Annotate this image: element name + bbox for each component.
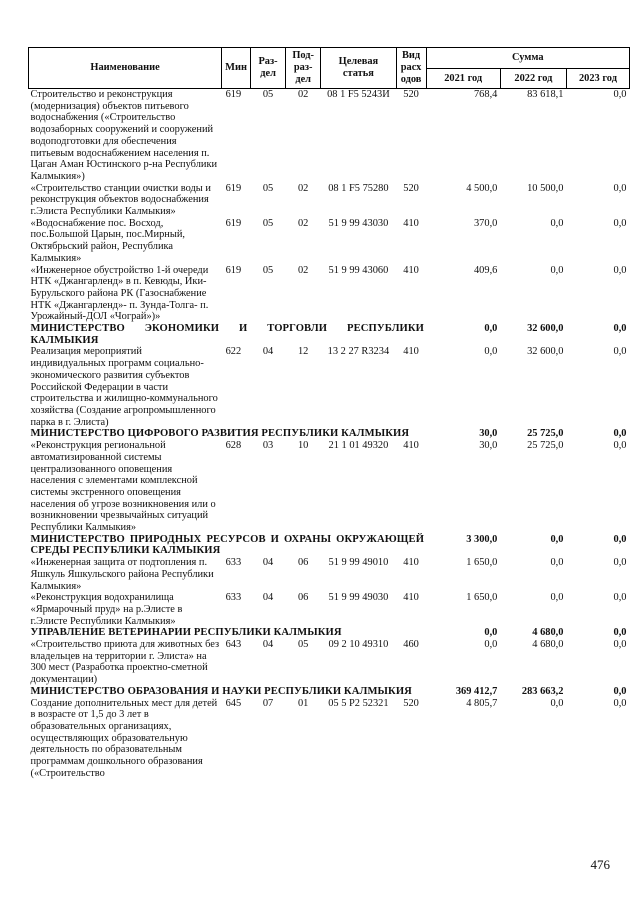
row-razdel: 05 (262, 182, 274, 194)
header-razdel: Раз- дел (251, 48, 286, 89)
row-razdel: 04 (262, 346, 274, 358)
header-podrazdel: Под- раз- дел (286, 48, 321, 89)
section-sum-2023: 0,0 (613, 627, 627, 639)
row-sum-2023: 0,0 (613, 440, 627, 452)
row-sum-2022: 0,0 (550, 557, 564, 569)
row-razdel: 04 (262, 557, 274, 569)
row-name: «Строительство приюта для животных без владельцев на территории г. Элиста» на 300 мест (Разработка проектно-сметной документации) (30, 639, 220, 686)
section-name: УПРАВЛЕНИЕ ВЕТЕРИНАРИИ РЕСПУБЛИКИ КАЛМЫКИЯ (30, 627, 342, 639)
header-year-2022: 2022 год (500, 69, 566, 89)
section-row (29, 627, 630, 639)
section-row (29, 686, 630, 698)
row-podrazdel: 02 (297, 264, 309, 276)
row-min: 633 (225, 557, 242, 569)
row-sum-2021: 1 650,0 (466, 557, 498, 569)
table-row (29, 557, 630, 592)
row-sum-2021: 409,6 (473, 264, 498, 276)
table-row (29, 89, 630, 183)
section-sum-2021: 0,0 (484, 627, 498, 639)
row-min: 628 (225, 440, 242, 452)
row-sum-2021: 0,0 (484, 346, 498, 358)
row-razdel: 07 (262, 697, 274, 709)
section-sum-2021: 3 300,0 (466, 533, 498, 545)
section-sum-2023: 0,0 (613, 428, 627, 440)
row-name: «Инженерное обустройство 1-й очереди НТК «Джангарленд» в п. Кевюды, Ики-Бурульского района РК (Газоснабжение НТК «Джангарленд»- п. Зунда-Толга- п. Урожайный-ДОЛ «Чограй»)» (30, 264, 209, 323)
header-year-2021: 2021 год (426, 69, 500, 89)
header-name: Наименование (29, 48, 222, 89)
section-row (29, 428, 630, 440)
row-sum-2022: 0,0 (550, 697, 564, 709)
row-target-article: 08 1 F5 75280 (328, 182, 389, 194)
row-sum-2023: 0,0 (613, 592, 627, 604)
row-min: 619 (225, 89, 242, 100)
table-row (29, 639, 630, 686)
section-name: МИНИСТЕРСТВО ЦИФРОВОГО РАЗВИТИЯ РЕСПУБЛИКИ КАЛМЫКИЯ (30, 428, 410, 440)
row-sum-2022: 4 680,0 (532, 639, 564, 651)
header-min: Мин (222, 48, 251, 89)
row-razdel: 04 (262, 592, 274, 604)
row-podrazdel: 06 (297, 557, 309, 569)
row-sum-2023: 0,0 (613, 182, 627, 194)
section-name: МИНИСТЕРСТВО ПРИРОДНЫХ РЕСУРСОВ И ОХРАНЫ ОКРУЖАЮЩЕЙ СРЕДЫ РЕСПУБЛИКИ КАЛМЫКИЯ (30, 533, 425, 557)
row-min: 619 (225, 217, 242, 229)
row-sum-2021: 370,0 (473, 217, 498, 229)
row-min: 643 (225, 639, 242, 651)
header-target-article: Целевая статья (321, 48, 396, 89)
row-expense-type: 410 (403, 557, 419, 569)
row-expense-type: 410 (403, 440, 419, 452)
row-sum-2023: 0,0 (613, 639, 627, 651)
row-min: 619 (225, 182, 242, 194)
row-sum-2023: 0,0 (613, 557, 627, 569)
row-sum-2022: 83 618,1 (527, 89, 564, 100)
budget-table-sheet (28, 47, 630, 779)
row-razdel: 05 (262, 89, 274, 100)
row-expense-type: 410 (403, 346, 419, 358)
table-row (29, 592, 630, 627)
row-sum-2021: 1 650,0 (466, 592, 498, 604)
row-expense-type: 410 (403, 592, 419, 604)
row-sum-2021: 0,0 (484, 639, 498, 651)
row-name: «Строительство станции очистки воды и реконструкция объектов водоснабжения г.Элиста Республики Калмыкия» (30, 182, 211, 218)
section-sum-2022: 4 680,0 (532, 627, 564, 639)
section-sum-2023: 0,0 (613, 685, 627, 697)
row-target-article: 09 2 10 49310 (328, 639, 389, 651)
section-sum-2021: 369 412,7 (455, 685, 498, 697)
row-target-article: 51 9 99 43030 (328, 217, 389, 229)
row-sum-2022: 0,0 (550, 217, 564, 229)
table-row (29, 346, 630, 428)
row-podrazdel: 06 (297, 592, 309, 604)
header-year-2023: 2023 год (566, 69, 629, 89)
row-expense-type: 520 (403, 697, 419, 709)
row-min: 645 (225, 697, 242, 709)
section-sum-2022: 0,0 (550, 533, 564, 545)
row-target-article: 21 1 01 49320 (328, 440, 389, 452)
row-target-article: 51 9 99 49030 (328, 592, 389, 604)
table-row (29, 698, 630, 780)
section-row (29, 323, 630, 346)
row-name: «Водоснабжение пос. Восход, пос.Большой Царын, пос.Мирный, Октябрьский район, Республика Калмыкия» (30, 217, 185, 264)
row-razdel: 05 (262, 264, 274, 276)
row-sum-2022: 32 600,0 (527, 346, 564, 358)
row-podrazdel: 12 (297, 346, 309, 358)
row-sum-2021: 4 805,7 (466, 697, 498, 709)
row-sum-2021: 4 500,0 (466, 182, 498, 194)
table-row (29, 265, 630, 324)
row-name: «Инженерная защита от подтопления п. Яшкуль Яшкульского района Республики Калмыкия» (30, 557, 214, 592)
row-target-article: 51 9 99 43060 (328, 264, 389, 276)
section-name: МИНИСТЕРСТВО ОБРАЗОВАНИЯ И НАУКИ РЕСПУБЛИКИ КАЛМЫКИЯ (30, 685, 412, 697)
row-expense-type: 410 (403, 264, 419, 276)
page-number: 476 (590, 857, 610, 872)
row-expense-type: 520 (403, 89, 419, 100)
row-sum-2022: 25 725,0 (527, 440, 564, 452)
section-row (29, 534, 630, 557)
row-sum-2023: 0,0 (613, 217, 627, 229)
row-podrazdel: 02 (297, 217, 309, 229)
section-sum-2022: 25 725,0 (527, 428, 564, 440)
row-target-article: 13 2 27 R3234 (327, 346, 390, 358)
row-sum-2023: 0,0 (613, 346, 627, 358)
row-name: Реализация мероприятий индивидуальных программ социально-экономического развития субъектов Российской Федерации в части строительства и жилищно-коммунального хозяйства (Создание агропромышленного парка в г. Элиста) (30, 346, 218, 428)
row-sum-2023: 0,0 (613, 89, 627, 100)
header-sum: Сумма (426, 48, 629, 69)
table-row (29, 183, 630, 218)
table-body (29, 89, 630, 780)
row-podrazdel: 02 (297, 182, 309, 194)
table-row (29, 218, 630, 265)
row-sum-2021: 30,0 (479, 440, 498, 452)
row-expense-type: 410 (403, 217, 419, 229)
row-sum-2023: 0,0 (613, 697, 627, 709)
section-sum-2021: 30,0 (479, 428, 498, 440)
row-podrazdel: 10 (297, 440, 309, 452)
row-target-article: 05 5 P2 52321 (328, 697, 389, 709)
row-name: Строительство и реконструкция (модернизация) объектов питьевого водоснабжения («Строительство водозаборных сооружений и сооружений водоподготовки для обеспечения питьевым водоснабжением населения п. Цаган Аман Юстинского р-на Республики Калмыкия») (30, 89, 218, 182)
section-sum-2023: 0,0 (613, 323, 627, 335)
section-sum-2023: 0,0 (613, 533, 627, 545)
row-target-article: 08 1 F5 5243И (327, 89, 390, 100)
row-razdel: 05 (262, 217, 274, 229)
section-sum-2022: 32 600,0 (527, 323, 564, 335)
row-name: «Реконструкция региональной автоматизированной системы централизованного оповещения населения с элементами комплексной системы экстренного оповещения населения об угрозе возникновения или о возникновении чрезвычайных ситуаций Республики Калмыкия» (30, 440, 216, 534)
section-sum-2021: 0,0 (484, 323, 498, 335)
row-name: «Реконструкция водохранилища «Ярмарочный пруд» на р.Элисте в г.Элисте Республики Калмыкия» (30, 592, 183, 627)
row-podrazdel: 05 (297, 639, 309, 651)
row-sum-2022: 0,0 (550, 264, 564, 276)
row-min: 633 (225, 592, 242, 604)
row-sum-2023: 0,0 (613, 264, 627, 276)
section-name: МИНИСТЕРСТВО ЭКОНОМИКИ И ТОРГОВЛИ РЕСПУБЛИКИ КАЛМЫКИЯ (30, 323, 425, 346)
section-sum-2022: 283 663,2 (521, 685, 564, 697)
row-min: 622 (225, 346, 242, 358)
row-sum-2022: 0,0 (550, 592, 564, 604)
row-name: Создание дополнительных мест для детей в возрасте от 1,5 до 3 лет в образовательных организациях, осуществляющих образовательную деятельность по образовательным программам дошкольного образования («Строительство (30, 697, 218, 779)
row-podrazdel: 02 (297, 89, 309, 100)
table-header (29, 48, 630, 89)
budget-table (28, 47, 630, 779)
row-podrazdel: 01 (297, 697, 309, 709)
row-razdel: 03 (262, 440, 274, 452)
row-sum-2022: 10 500,0 (527, 182, 564, 194)
row-razdel: 04 (262, 639, 274, 651)
row-min: 619 (225, 264, 242, 276)
header-expense-type: Вид расх одов (396, 48, 426, 89)
row-expense-type: 520 (403, 182, 419, 194)
row-target-article: 51 9 99 49010 (328, 557, 389, 569)
row-sum-2021: 768,4 (473, 89, 498, 100)
row-expense-type: 460 (403, 639, 419, 651)
table-row (29, 440, 630, 534)
